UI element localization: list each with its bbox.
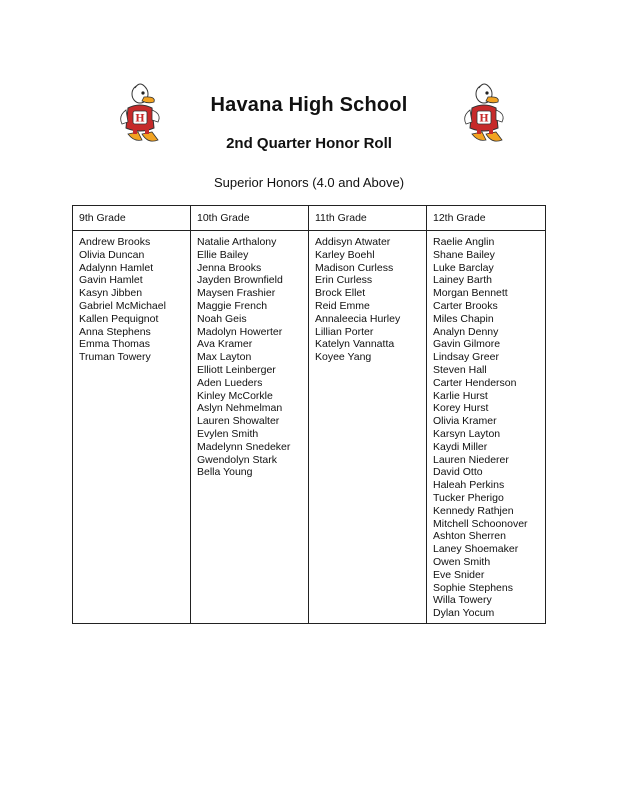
student-name: Kasyn Jibben bbox=[79, 287, 143, 300]
student-name: Brock Ellet bbox=[315, 287, 366, 300]
student-name: David Otto bbox=[433, 466, 483, 479]
student-name: Raelie Anglin bbox=[433, 236, 495, 248]
student-name: Erin Curless bbox=[315, 274, 373, 287]
student-name: Koyee Yang bbox=[315, 351, 372, 364]
student-name: Jayden Brownfield bbox=[197, 274, 283, 287]
student-name: Reid Emme bbox=[315, 299, 370, 312]
student-name: Lauren Showalter bbox=[197, 415, 280, 428]
student-name: Gavin Gilmore bbox=[433, 338, 501, 351]
student-name: Carter Henderson bbox=[433, 376, 517, 389]
student-name: Shane Bailey bbox=[433, 248, 495, 261]
column-header: 12th Grade bbox=[427, 206, 545, 231]
student-name: Natalie Arthalony bbox=[197, 236, 277, 248]
grade-column-10th bbox=[191, 206, 309, 623]
student-name: Ellie Bailey bbox=[197, 248, 249, 261]
honor-level-label: Superior Honors (4.0 and Above) bbox=[213, 175, 405, 190]
student-name: Lainey Barth bbox=[433, 274, 492, 287]
student-list bbox=[73, 231, 190, 364]
student-name: Lauren Niederer bbox=[433, 453, 509, 466]
honor-roll-table bbox=[72, 205, 546, 624]
student-name: Madison Curless bbox=[315, 261, 394, 274]
mascot-badge-letter: H bbox=[479, 113, 489, 125]
student-name: Kallen Pequignot bbox=[79, 312, 159, 325]
student-name: Adalynn Hamlet bbox=[79, 261, 154, 274]
student-name: Anna Stephens bbox=[79, 325, 151, 338]
student-name: Annaleecia Hurley bbox=[315, 312, 401, 325]
student-name: Owen Smith bbox=[433, 555, 491, 568]
student-name: Gabriel McMichael bbox=[79, 299, 166, 312]
student-name: Emma Thomas bbox=[79, 338, 150, 351]
student-name: Willa Towery bbox=[433, 594, 492, 607]
student-name: Truman Towery bbox=[79, 351, 151, 364]
student-name: Eve Snider bbox=[433, 568, 485, 581]
student-name: Noah Geis bbox=[197, 312, 247, 325]
student-name: Madolyn Howerter bbox=[197, 325, 283, 338]
column-header: 11th Grade bbox=[309, 206, 426, 231]
column-header: 10th Grade bbox=[191, 206, 308, 231]
student-name: Gavin Hamlet bbox=[79, 274, 143, 287]
student-list bbox=[309, 231, 426, 364]
student-name: Olivia Duncan bbox=[79, 248, 145, 261]
student-name: Ashton Sherren bbox=[433, 530, 506, 543]
student-name: Jenna Brooks bbox=[197, 261, 262, 274]
student-name: Kaydi Miller bbox=[433, 440, 488, 453]
student-name: Ava Kramer bbox=[197, 338, 253, 351]
grade-column-12th bbox=[427, 206, 545, 623]
student-name: Elliott Leinberger bbox=[197, 363, 276, 376]
student-name: Aden Lueders bbox=[197, 376, 263, 389]
student-name: Carter Brooks bbox=[433, 299, 498, 312]
student-name: Morgan Bennett bbox=[433, 287, 508, 300]
student-name: Laney Shoemaker bbox=[433, 543, 519, 556]
student-name: Olivia Kramer bbox=[433, 415, 497, 428]
student-name: Bella Young bbox=[197, 466, 253, 479]
honor-roll-subtitle: 2nd Quarter Honor Roll bbox=[226, 135, 392, 152]
student-name: Madelynn Snedeker bbox=[197, 440, 291, 453]
student-name: Addisyn Atwater bbox=[315, 236, 391, 248]
student-name: Karlie Hurst bbox=[433, 389, 488, 402]
student-name: Analyn Denny bbox=[433, 325, 499, 338]
student-name: Aslyn Nehmelman bbox=[197, 402, 283, 415]
student-name: Lillian Porter bbox=[315, 325, 374, 338]
student-name: Haleah Perkins bbox=[433, 479, 505, 492]
grade-column-9th bbox=[73, 206, 191, 623]
student-name: Mitchell Schoonover bbox=[433, 517, 528, 530]
student-list bbox=[191, 231, 308, 479]
student-name: Maysen Frashier bbox=[197, 287, 276, 300]
student-name: Miles Chapin bbox=[433, 312, 494, 325]
student-name: Karley Boehl bbox=[315, 248, 375, 261]
student-name: Maggie French bbox=[197, 299, 268, 312]
student-name: Max Layton bbox=[197, 351, 252, 364]
student-name: Tucker Pherigo bbox=[433, 491, 504, 504]
grade-column-11th bbox=[309, 206, 427, 623]
student-name: Andrew Brooks bbox=[79, 236, 151, 248]
student-name: Gwendolyn Stark bbox=[197, 453, 277, 466]
student-name: Dylan Yocum bbox=[433, 607, 495, 620]
school-title: Havana High School bbox=[210, 94, 408, 116]
student-name: Kennedy Rathjen bbox=[433, 504, 514, 517]
student-name: Steven Hall bbox=[433, 363, 487, 376]
student-name: Lindsay Greer bbox=[433, 351, 499, 364]
student-name: Korey Hurst bbox=[433, 402, 489, 415]
student-list bbox=[427, 231, 545, 620]
student-name: Kinley McCorkle bbox=[197, 389, 273, 402]
student-name: Katelyn Vannatta bbox=[315, 338, 395, 351]
student-name: Karsyn Layton bbox=[433, 427, 501, 440]
student-name: Evylen Smith bbox=[197, 427, 259, 440]
student-name: Luke Barclay bbox=[433, 261, 494, 274]
student-name: Sophie Stephens bbox=[433, 581, 513, 594]
column-header: 9th Grade bbox=[73, 206, 190, 231]
mascot-badge-letter: H bbox=[135, 113, 145, 125]
